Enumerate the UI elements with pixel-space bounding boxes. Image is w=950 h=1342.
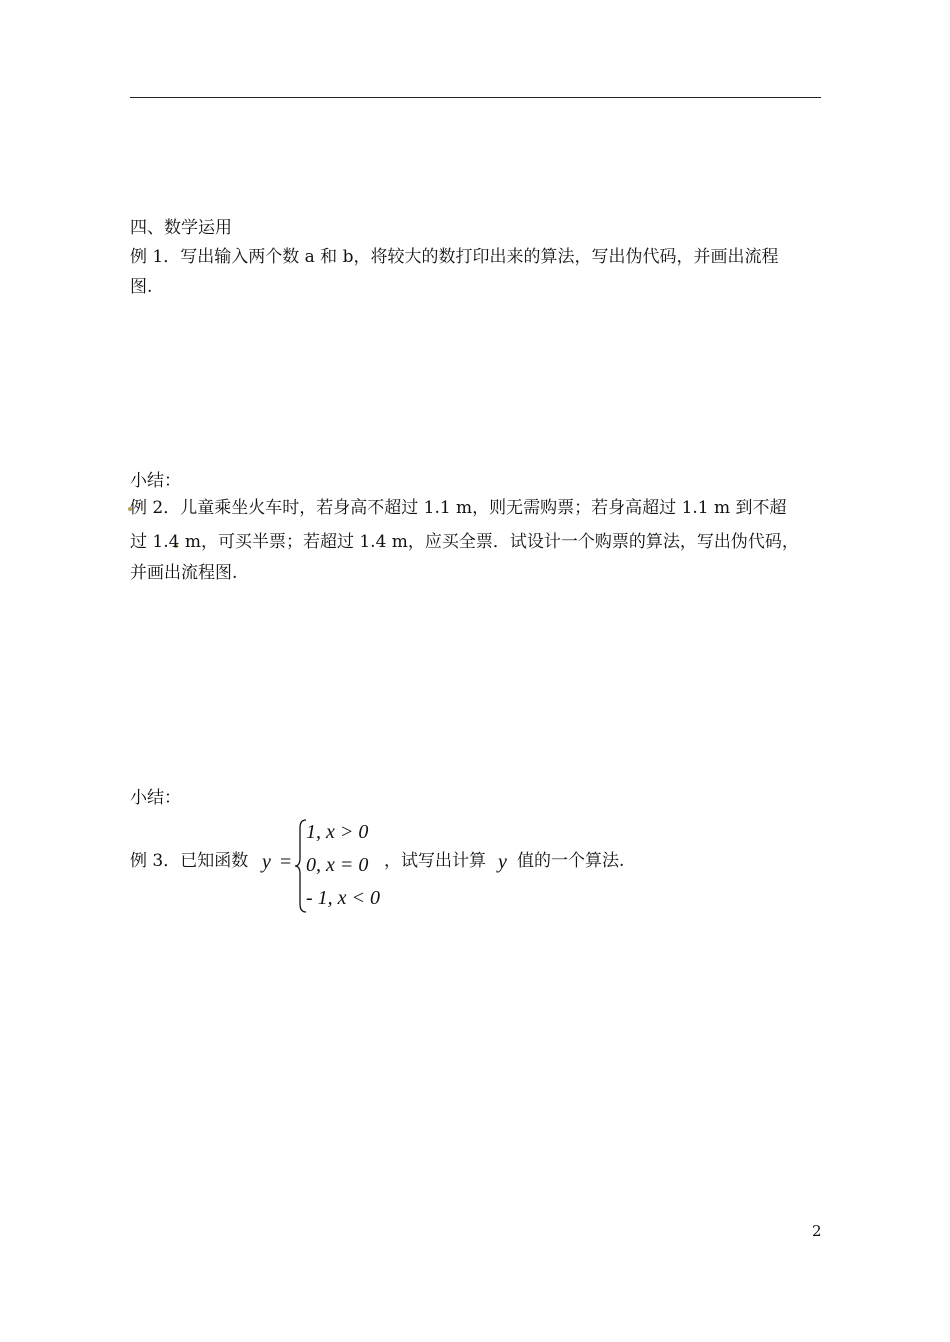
- example-1-line-2: 图.: [130, 277, 153, 297]
- function-variable-y: y: [262, 851, 271, 873]
- piecewise-case-2: 0, x = 0: [306, 854, 369, 876]
- summary-2: 小结：: [130, 788, 181, 808]
- piecewise-case-3: - 1, x < 0: [306, 887, 381, 909]
- example-2-line-1: 例 2．儿童乘坐火车时，若身高不超过 1.1 m，则无需购票；若身高超过 1.1 m 到不超: [130, 498, 787, 518]
- example-1-line-1: 例 1．写出输入两个数 a 和 b，将较大的数打印出来的算法，写出伪代码，并画出流程: [130, 247, 779, 267]
- section-title: 四、数学运用: [130, 218, 232, 238]
- example-2-line-3: 并画出流程图.: [130, 563, 238, 583]
- header-rule: [130, 97, 821, 98]
- example-3-label: 例 3．已知函数: [130, 851, 249, 871]
- function-equals-sign: =: [280, 851, 292, 873]
- example-2-line-2: 过 1.4 m，可买半票；若超过 1.4 m，应买全票．试设计一个购票的算法，写出伪代码，: [130, 532, 799, 552]
- tail-variable-y: y: [498, 851, 507, 873]
- example-3-tail-before: ，试写出计算: [384, 851, 486, 871]
- example-3-tail-after: 值的一个算法.: [517, 851, 625, 871]
- page-number: 2: [812, 1222, 822, 1240]
- piecewise-case-1: 1, x > 0: [306, 821, 369, 843]
- summary-1: 小结：: [130, 471, 181, 491]
